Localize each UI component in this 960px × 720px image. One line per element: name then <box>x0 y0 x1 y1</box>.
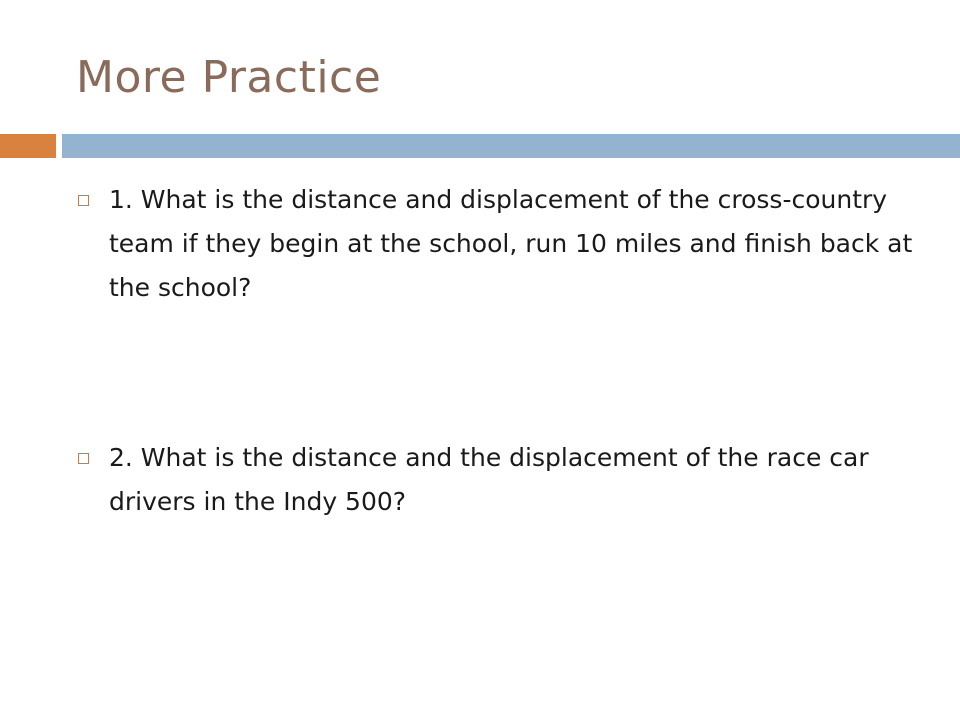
bullet-text-question-2: 2. What is the distance and the displacement of the race car drivers in the Indy 500? <box>109 443 869 516</box>
bullet-text-question-1: 1. What is the distance and displacement of the cross-country team if they begin at the school, run 10 miles and finish back at the school? <box>109 185 913 302</box>
hollow-square-bullet-icon <box>78 195 89 206</box>
slide-title: More Practice <box>76 52 382 103</box>
title-divider-bar <box>62 134 960 158</box>
hollow-square-bullet-icon <box>78 453 89 464</box>
title-divider-accent <box>0 134 56 158</box>
